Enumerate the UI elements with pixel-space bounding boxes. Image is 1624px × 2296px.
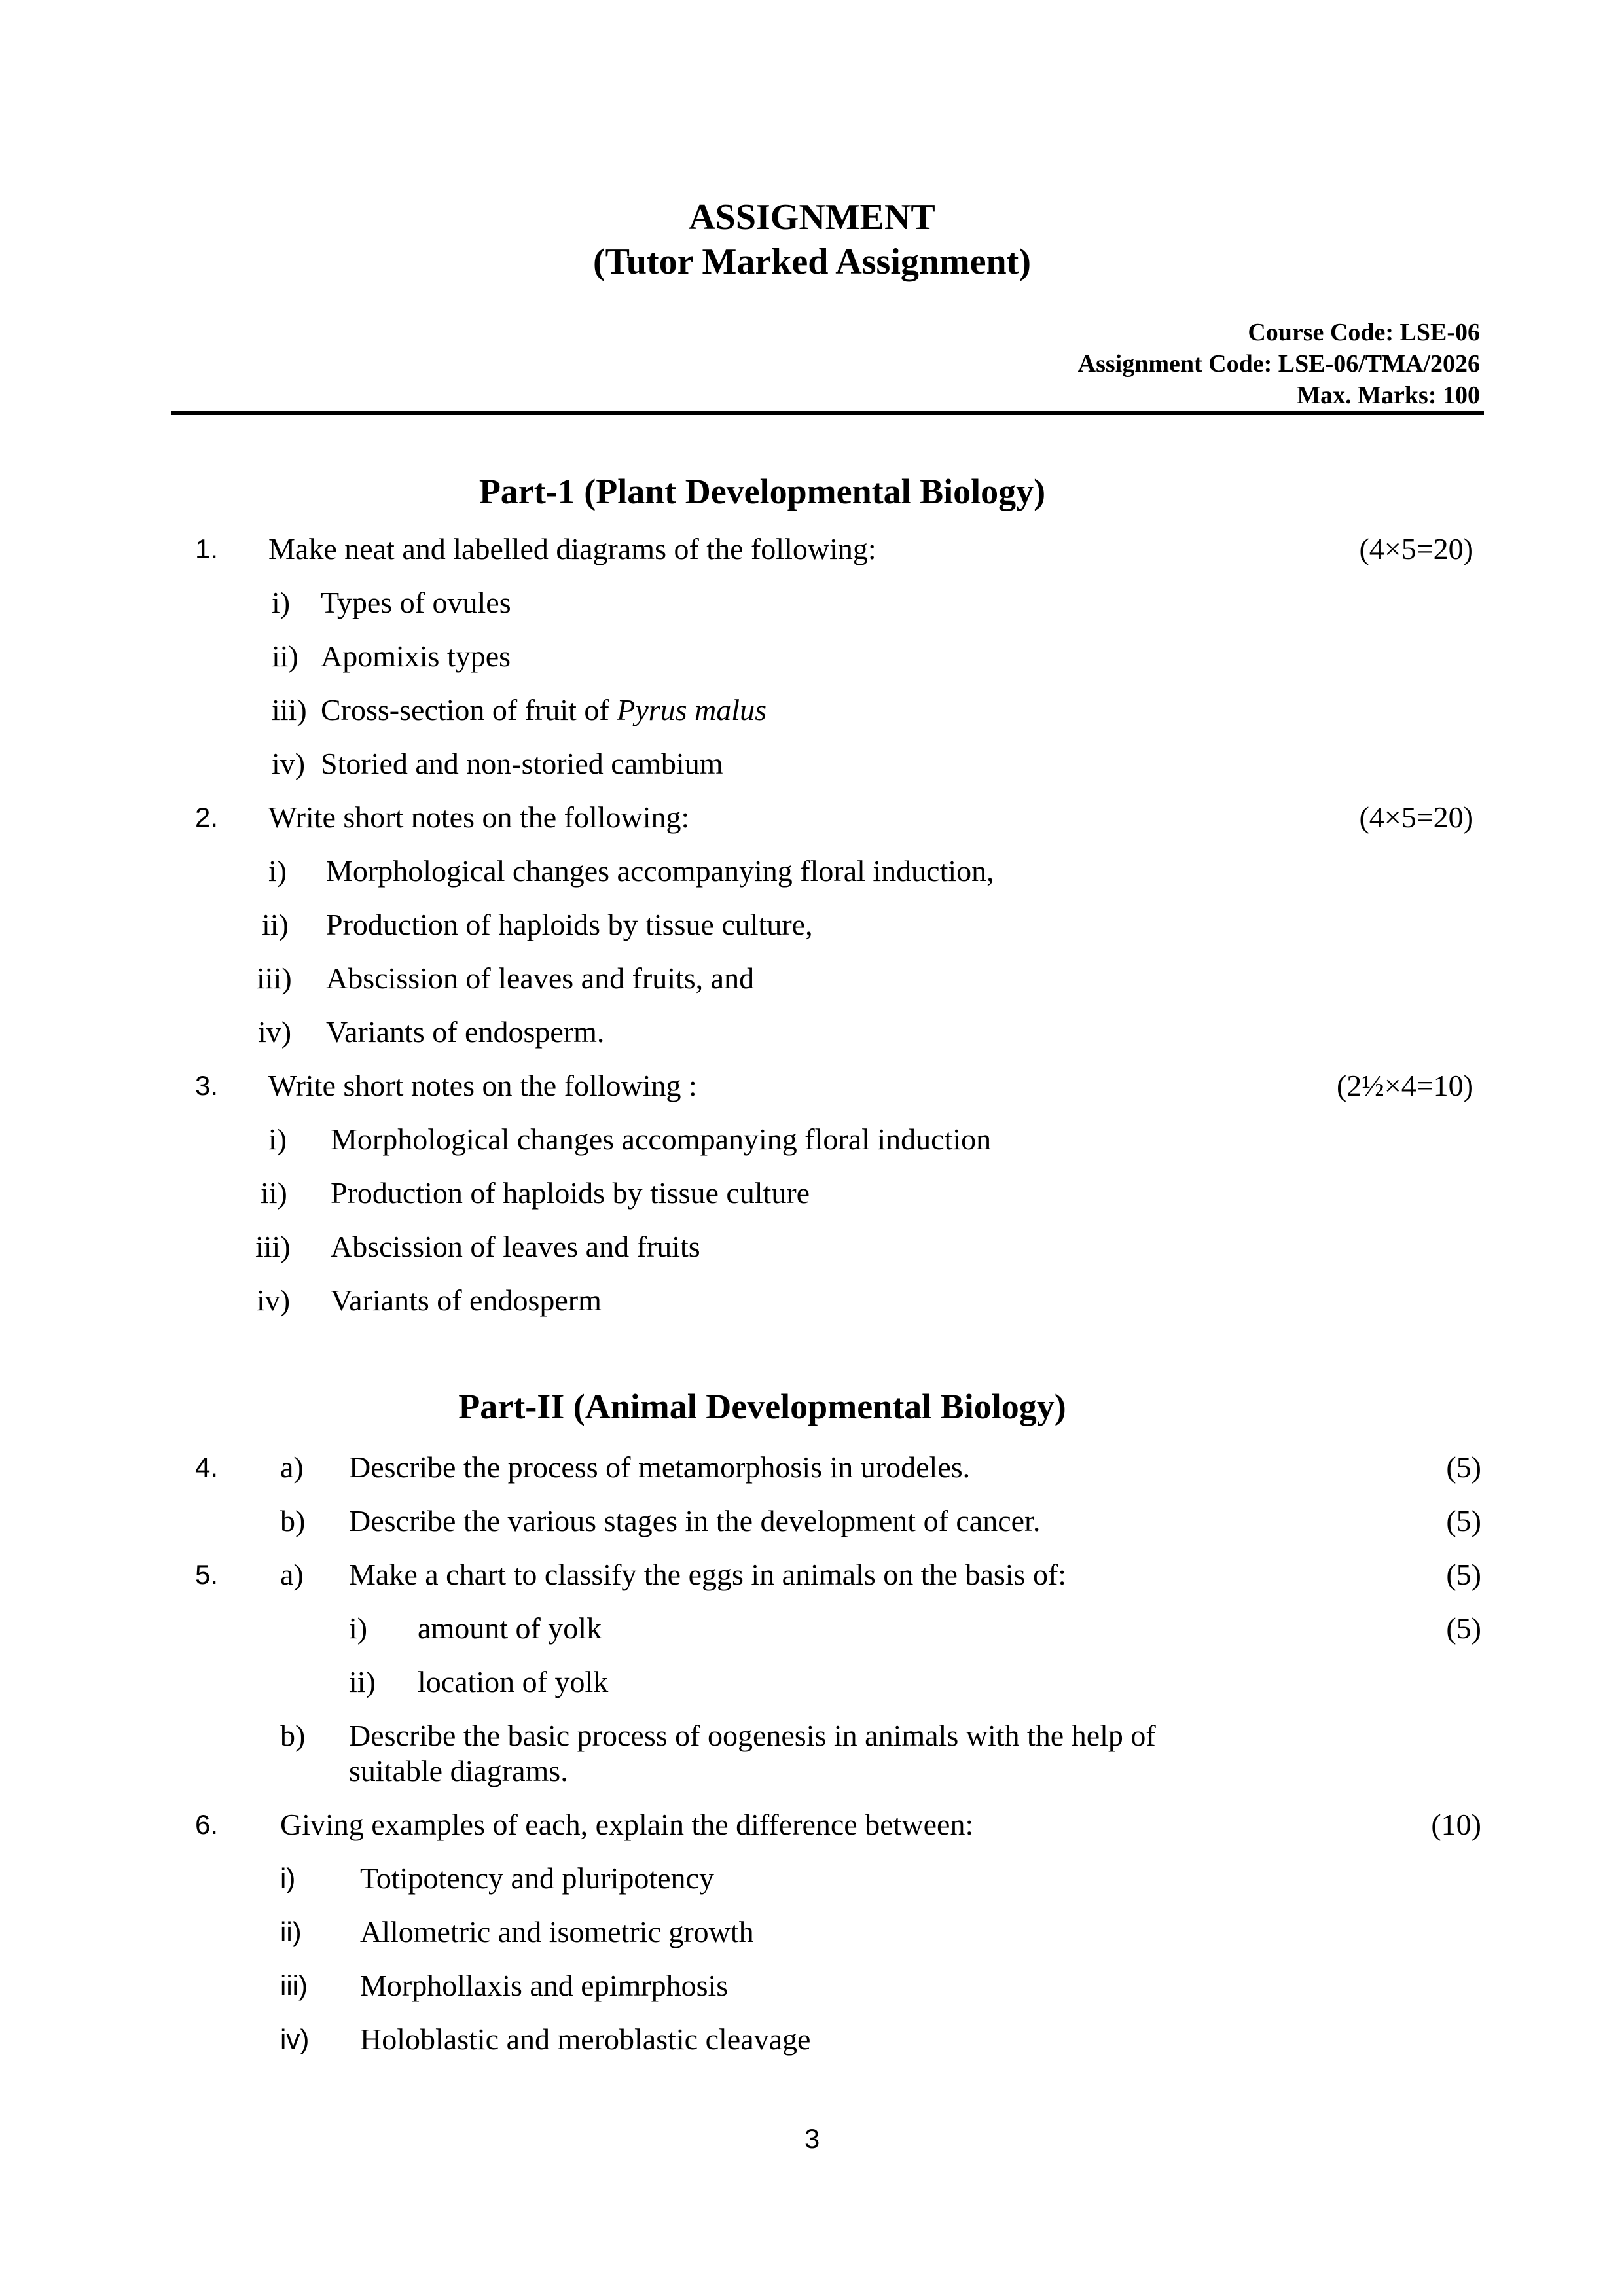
max-marks: Max. Marks: 100	[1297, 382, 1480, 409]
q1-item-text	[321, 692, 767, 727]
q3-item-label: iv)	[257, 1283, 291, 1317]
course-code: Course Code: LSE-06	[1248, 319, 1480, 346]
q6-item-label: ii)	[280, 1916, 302, 1947]
q2-item-label: i)	[268, 854, 287, 888]
q6-text: Giving examples of each, explain the difference between:	[280, 1808, 974, 1841]
q1-item-label: i)	[272, 586, 291, 619]
q1-item-label: ii)	[272, 639, 298, 673]
q3-item-text: Production of haploids by tissue culture	[331, 1176, 810, 1210]
q2-item-label: iii)	[257, 961, 292, 995]
q1-text: Make neat and labelled diagrams of the following:	[268, 532, 876, 565]
page-subtitle: (Tutor Marked Assignment)	[593, 242, 1031, 282]
q1-item-text: Storied and non-storied cambium	[321, 747, 723, 780]
q2-marks: (4×5=20)	[1359, 800, 1473, 834]
q6-item-text: Totipotency and pluripotency	[360, 1861, 714, 1895]
q4b-marks: (5)	[1446, 1504, 1481, 1537]
q6-item-text: Allometric and isometric growth	[360, 1915, 754, 1948]
q1-item-label: iii)	[272, 693, 307, 726]
q2-item-text: Abscission of leaves and fruits, and	[326, 961, 755, 995]
q2-item-text: Variants of endosperm.	[326, 1015, 605, 1049]
q1-item-text: Apomixis types	[321, 639, 511, 673]
q2-item-label: ii)	[262, 908, 289, 941]
q6-number: 6.	[195, 1809, 219, 1840]
q5-number: 5.	[195, 1559, 219, 1590]
q6-item-label: iii)	[280, 1970, 308, 2001]
q1-item-text: Types of ovules	[321, 586, 511, 619]
q4-number: 4.	[195, 1452, 219, 1482]
q3-text: Write short notes on the following :	[268, 1069, 697, 1102]
q6-item-label: i)	[280, 1863, 296, 1893]
q5-sub-marks: (5)	[1446, 1611, 1481, 1645]
q2-item-text: Morphological changes accompanying floral induction,	[326, 854, 994, 888]
q5-sub-text: amount of yolk	[418, 1611, 602, 1645]
q6-marks: (10)	[1431, 1808, 1481, 1841]
q4a-label: a)	[280, 1450, 304, 1484]
q5a-marks: (5)	[1446, 1558, 1481, 1591]
q5-sub-label: ii)	[349, 1665, 376, 1698]
q1-item-label: iv)	[272, 747, 306, 780]
q5a-text: Make a chart to classify the eggs in animals on the basis of:	[349, 1558, 1067, 1591]
q3-item-text: Morphological changes accompanying floral induction	[331, 1122, 992, 1156]
q4a-text: Describe the process of metamorphosis in urodeles.	[349, 1450, 971, 1484]
q5b-text-line1: Describe the basic process of oogenesis in animals with the help of	[349, 1719, 1156, 1752]
q2-item-label: iv)	[258, 1015, 292, 1049]
q4b-label: b)	[280, 1504, 306, 1537]
q3-item-label: iii)	[255, 1230, 291, 1263]
q2-item-text: Production of haploids by tissue culture,	[326, 908, 813, 941]
q3-item-label: i)	[268, 1122, 287, 1156]
part1-heading: Part-1 (Plant Developmental Biology)	[478, 472, 1046, 511]
q6-item-text: Holoblastic and meroblastic cleavage	[360, 2022, 811, 2056]
q2-number: 2.	[195, 802, 219, 833]
q5b-text-line2: suitable diagrams.	[349, 1754, 568, 1787]
q1-number: 1.	[195, 533, 219, 564]
q6-item-label: iv)	[280, 2024, 310, 2054]
page-title: ASSIGNMENT	[689, 197, 935, 238]
q1-marks: (4×5=20)	[1359, 532, 1473, 565]
header-divider	[171, 411, 1484, 415]
species-name: Pyrus malus	[617, 693, 767, 726]
q2-text: Write short notes on the following:	[268, 800, 690, 834]
q5b-label: b)	[280, 1719, 306, 1752]
page-number: 3	[804, 2123, 820, 2154]
part2-heading: Part-II (Animal Developmental Biology)	[458, 1387, 1066, 1426]
assignment-code: Assignment Code: LSE-06/TMA/2026	[1077, 350, 1480, 378]
q5a-label: a)	[280, 1558, 304, 1591]
q4a-marks: (5)	[1446, 1450, 1481, 1484]
q5-sub-label: i)	[349, 1611, 368, 1645]
q3-item-text: Variants of endosperm	[331, 1283, 602, 1317]
q3-item-label: ii)	[261, 1176, 287, 1210]
q3-number: 3.	[195, 1070, 219, 1101]
q1-item-text-plain: Cross-section of fruit of	[321, 693, 617, 726]
q3-item-text: Abscission of leaves and fruits	[331, 1230, 700, 1263]
q5-sub-text: location of yolk	[418, 1665, 609, 1698]
q6-item-text: Morphollaxis and epimrphosis	[360, 1969, 729, 2002]
q3-marks: (2½×4=10)	[1336, 1069, 1473, 1102]
q4b-text: Describe the various stages in the development of cancer.	[349, 1504, 1041, 1537]
